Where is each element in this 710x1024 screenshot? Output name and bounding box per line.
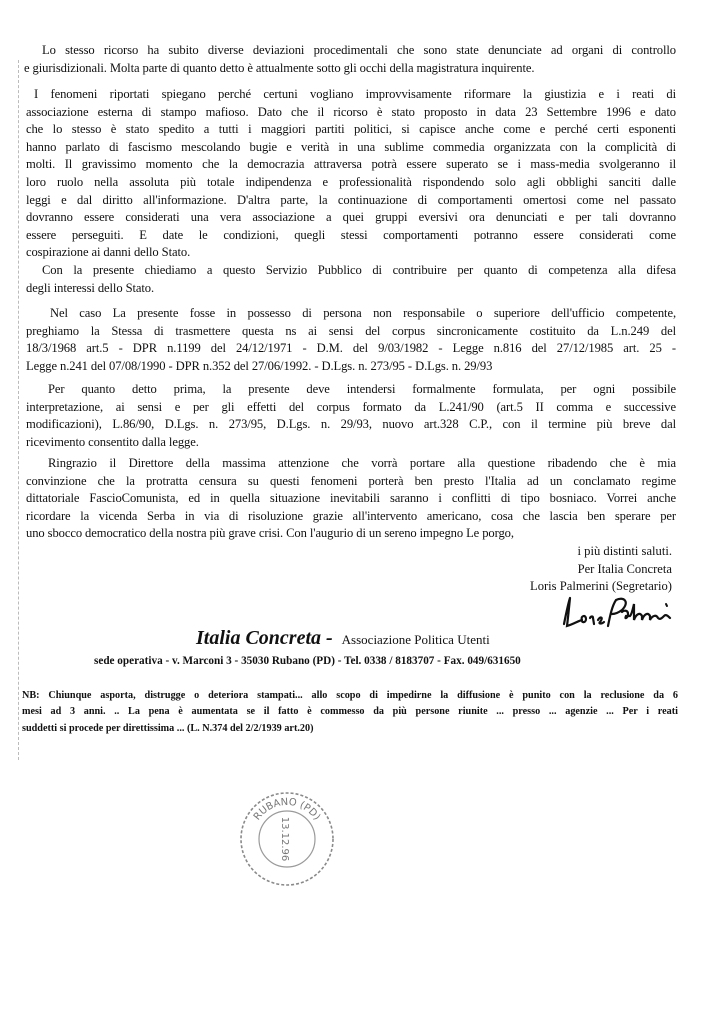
paragraph-5 (26, 381, 676, 451)
note-line: NB: Chiunque asporta, distrugge o deteriora stampati... allo scopo di impedirne la diffusione è punito con la reclusione da 6 (22, 690, 678, 701)
paragraph-line: dovranno essere considerati una vera associazione a quei gruppi eversivi ora denunciati e per tali dovranno (26, 210, 676, 225)
org-heading (196, 627, 490, 650)
paragraph-line: cospirazione ai danni dello Stato. (26, 245, 191, 260)
org-name: Italia Concreta - (196, 627, 333, 649)
paragraph-line: Legge n.241 del 07/08/1990 - DPR n.352 del 27/06/1992. - D.Lgs. n. 273/95 - D.Lgs. n. 29/93 (26, 358, 493, 373)
paragraph-line: ricordare la vicenda Serba in via di risoluzione grazie all'intervento americano, cosa che lascia ben sperare per (26, 508, 676, 523)
stamp-ring-text: RUBANO (PD) (251, 796, 323, 823)
paragraph-line: Lo stesso ricorso ha subito diverse deviazioni procedimentali che sono state denunciate ad organi di controllo (42, 43, 676, 57)
paragraph-2 (26, 86, 676, 262)
scan-edge-marks (18, 60, 19, 760)
paragraph-line: associazione esterna di stampo mafioso. Dato che il ricorso è stato proposto in data 23 Settembre 1996 e dato (26, 104, 676, 119)
paragraph-line: loro ruolo nella assoluta più totale indipendenza e professionalità rispondendo solo agli obblighi sanciti dalle (26, 174, 676, 189)
paragraph-line: modificazioni), L.86/90, D.Lgs. n. 273/95, D.Lgs. n. 29/93, nuovo art.328 C.P., con il termine più breve dal (26, 417, 676, 432)
closing-block (530, 543, 672, 596)
note-line: suddetti si procede per direttissima ... (L. N.374 del 2/2/1939 art.20) (22, 722, 314, 734)
closing-signer: Loris Palmerini (Segretario) (530, 579, 672, 594)
note-line: mesi ad 3 anni. .. La pena è aumentata se il fatto è commesso da più persone riunite ... presso ... agenzie ... Per i reati (22, 706, 678, 718)
paragraph-line: Ringrazio il Direttore della massima attenzione che vorrà portare alla questione ribadendo che è mia (48, 456, 676, 470)
paragraph-line: 18/3/1968 art.5 - DPR n.1199 del 24/12/1971 - D.M. del 9/03/1982 - Legge n.816 del 27/12/1985 art. 25 - (26, 341, 676, 356)
paragraph-3 (26, 262, 676, 297)
paragraph-line: uno sbocco democratico della nostra più grave crisi. Con l'augurio di un sereno impegno Le porgo, (26, 526, 514, 541)
paragraph-line: preghiamo la Stessa di trasmettere questa ns ai sensi del corpus sincronicamente costituito da L.n.249 del (26, 323, 676, 338)
paragraph-line: essere perseguiti. E date le condizioni, quegli stessi comportamenti potranno essere considerati come (26, 227, 676, 242)
paragraph-line: leggi e dal diritto all'informazione. D'altra parte, la continuazione di comportamenti omertosi come nel passato (26, 192, 676, 207)
paragraph-line: molti. Il gravissimo momento che la democrazia attraversa potrà essere superato se i mass-media svolgeranno il (26, 157, 676, 172)
paragraph-line: ricevimento consentito dalla legge. (26, 434, 199, 449)
legal-note (22, 688, 678, 737)
org-subtitle: Associazione Politica Utenti (341, 632, 490, 647)
paragraph-line: degli interessi dello Stato. (26, 280, 155, 295)
paragraph-line: Con la presente chiediamo a questo Servizio Pubblico di contribuire per quanto di competenza alla difesa (42, 263, 676, 277)
paragraph-line: Nel caso La presente fosse in possesso di persona non responsabile o superiore dell'ufficio competente, (50, 306, 676, 320)
handwritten-signature (560, 594, 680, 632)
paragraph-line: interpretazione, ai sensi e per gli effetti del corpus formato da L.241/90 (art.5 II comma e successive (26, 399, 676, 414)
paragraph-line: convinzione che la protratta censura su questi fenomeni porterà ben presto l'Italia ad un conclamato regime (26, 473, 676, 488)
paragraph-line: che lo stesso è stato spedito a tutti i maggiori partiti politici, si capisce anche come e perché certi esponenti (26, 122, 676, 137)
paragraph-6 (26, 455, 676, 543)
paragraph-line: I fenomeni riportati spiegano perché certuni vogliano improvvisamente riformare la giustizia e i reati di (34, 87, 676, 101)
paragraph-1 (26, 42, 676, 77)
closing-salutation: i più distinti saluti. (577, 544, 672, 558)
paragraph-line: hanno parlato di fascismo mescolando bugie e verità in una sublime commedia organizzata con la complicità di (26, 139, 676, 154)
closing-for-org: Per Italia Concreta (577, 561, 672, 576)
paragraph-4 (26, 305, 676, 375)
paragraph-line: e giurisdizionali. Molta parte di quanto detto è attualmente sotto gli occhi della magistratura inquirente. (24, 60, 535, 75)
paragraph-line: Per quanto detto prima, la presente deve intendersi formalmente formulata, per ogni possibile (48, 382, 676, 396)
org-address: sede operativa - v. Marconi 3 - 35030 Rubano (PD) - Tel. 0338 / 8183707 - Fax. 049/631650 (94, 655, 521, 667)
postal-stamp (238, 790, 336, 888)
stamp-date: 13.12.96 (279, 816, 290, 862)
paragraph-line: dittatoriale FascioComunista, ed in quella situazione inevitabili saranno i conflitti di tipo bosniaco. Vorrei anche (26, 491, 676, 506)
